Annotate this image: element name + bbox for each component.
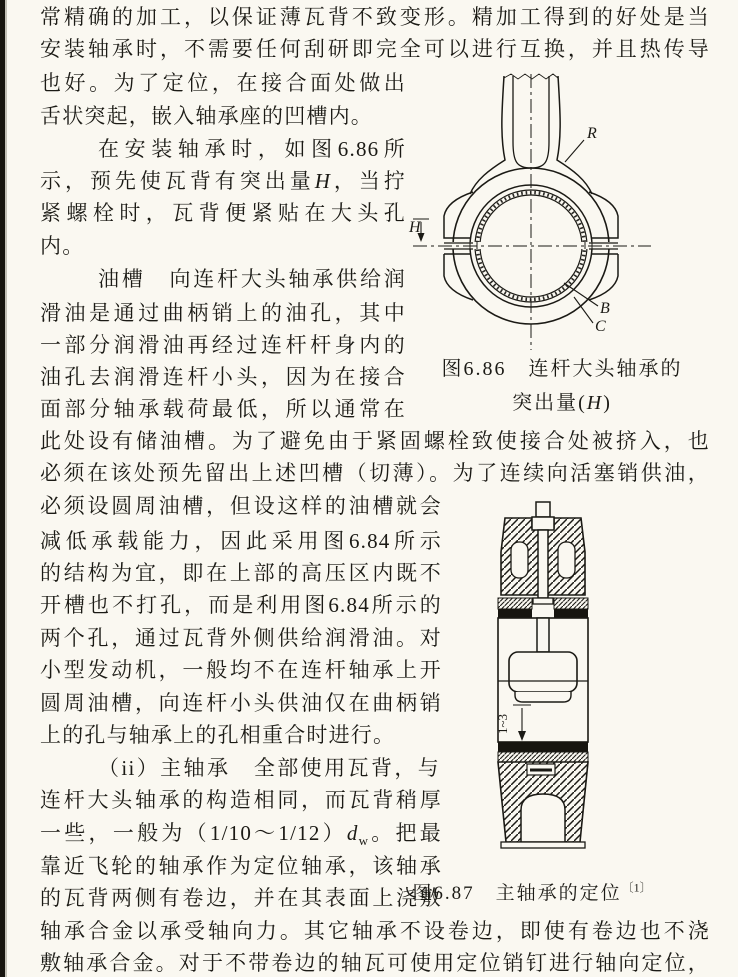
main-bearing-section-drawing xyxy=(455,498,735,876)
text-line: 开槽也不打孔，而是利用图6.84所示的 xyxy=(40,593,442,617)
text-line: 常精确的加工，以保证薄瓦背不致变形。精加工得到的好处是当 xyxy=(40,5,710,29)
text-line: 在安装轴承时，如图6.86所 xyxy=(98,137,406,161)
math-variable: d xyxy=(346,821,359,845)
figure-687-caption xyxy=(402,878,662,905)
text-line: 一部分润滑油再经过连杆杆身内的 xyxy=(40,333,406,357)
figure-687-main-bearing-diagram xyxy=(455,498,735,876)
label-h: H xyxy=(409,219,421,236)
cap-arch-cavity xyxy=(521,794,565,842)
text-line xyxy=(40,820,442,854)
text-line: 此处设有储油槽。为了避免由于紧固螺栓致使接合处被挤入，也 xyxy=(40,429,710,453)
text-line: 必须设圆周油槽，但设这样的油槽就会 xyxy=(40,494,442,518)
text-line: 安装轴承时，不需要任何刮研即完全可以进行互换，并且热传导 xyxy=(40,37,710,61)
text-line: 小型发动机，一般均不在连杆轴承上开 xyxy=(40,658,442,682)
connecting-rod-big-end-drawing xyxy=(403,72,738,352)
label-r: R xyxy=(587,125,597,142)
text-line: 的瓦背两侧有卷边，并在其表面上浇敷 xyxy=(40,886,442,910)
caption-text: 图6.87 主轴承的定位 xyxy=(412,883,622,904)
text-line xyxy=(40,168,406,195)
figure-686-caption-line1: 图6.86 连杆大头轴承的 xyxy=(441,358,683,380)
label-c: C xyxy=(595,318,606,335)
locating-pin-stem xyxy=(537,618,549,652)
text-line: 紧螺栓时，瓦背便紧贴在大头孔 xyxy=(40,201,406,225)
text-line: 滑油是通过曲柄销上的油孔，其中 xyxy=(40,301,406,325)
text-line: 两个孔，通过瓦背外侧供给润滑油。对 xyxy=(40,626,442,650)
bearing-cap xyxy=(498,762,588,848)
text-run: 。把最 xyxy=(369,821,442,845)
bearing-body xyxy=(498,618,588,742)
text-line: 舌状突起，嵌入轴承座的凹槽内。 xyxy=(40,104,373,128)
text-line: 轴承合金以承受轴向力。其它轴承不设卷边，即使有卷边也不浇 xyxy=(40,919,710,943)
pin-foot-neck xyxy=(515,692,571,702)
text-line: （ii）主轴承 全部使用瓦背，与 xyxy=(98,756,440,780)
cap-base xyxy=(501,842,585,848)
text-line: 也好。为了定位，在接合面处做出 xyxy=(40,71,406,95)
text-line: 靠近飞轮的轴承作为定位轴承，该轴承 xyxy=(40,854,442,878)
figure-686-caption-line2 xyxy=(412,386,712,415)
label-b: B xyxy=(600,300,610,317)
text-line: 油槽 向连杆大头轴承供给润 xyxy=(98,267,406,291)
text-run: 示，预先使瓦背有突出量 xyxy=(40,169,315,193)
figure-686-connecting-rod-diagram xyxy=(403,72,738,352)
locating-pin-foot xyxy=(509,652,577,692)
text-line: 必须在该处预先留出上述凹槽（切薄）。为了连续向活塞销供油， xyxy=(40,461,710,485)
dimension-label: 1~3 xyxy=(495,713,510,734)
text-line: 连杆大头轴承的构造相同，而瓦背稍厚 xyxy=(40,788,442,812)
text-line: 圆周油槽，向连杆小头供油仅在曲柄销 xyxy=(40,691,442,715)
saddle-cavity-left xyxy=(511,542,528,578)
scan-gutter-shadow xyxy=(5,0,7,977)
caption-text: ) xyxy=(603,392,612,414)
text-line: 内。 xyxy=(40,234,85,258)
shell-back-bands-lower xyxy=(498,742,588,762)
saddle-cavity-right xyxy=(558,542,575,578)
text-line: 油孔去润滑连杆小头，因为在接合 xyxy=(40,365,406,389)
text-line: 的结构为宜，即在上部的高压区内既不 xyxy=(40,561,442,585)
math-subscript: w xyxy=(358,833,370,849)
math-variable: H xyxy=(586,392,604,414)
text-line: 敷轴承合金。对于不带卷边的轴瓦可使用定位销钉进行轴向定位， xyxy=(40,951,710,975)
caption-text: 突出量( xyxy=(512,392,587,414)
text-line: 减低承载能力，因此采用图6.84所示 xyxy=(40,529,442,553)
centerlines xyxy=(413,74,651,350)
math-variable: H xyxy=(314,169,332,193)
text-line: 上的孔与轴承上的孔相重合时进行。 xyxy=(40,723,396,747)
text-line: 面部分轴承载荷最低，所以通常在 xyxy=(40,397,406,421)
footnote-reference: 〔1〕 xyxy=(621,880,652,895)
text-run: ，当拧 xyxy=(331,169,406,193)
text-run: 一些，一般为（1/10～1/12） xyxy=(40,821,347,845)
